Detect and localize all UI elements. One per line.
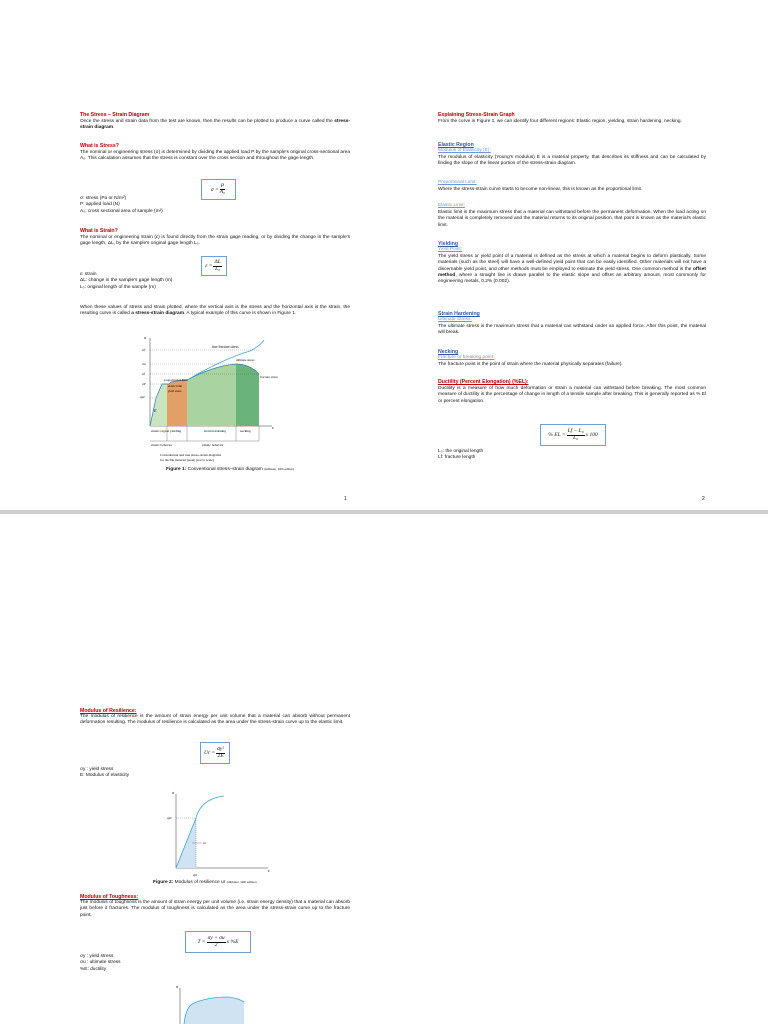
- resilience-paragraph: The modulus of resilience is the amount of strain energy per unit volume that a material can absorb without permanent deformation resulting. The modulus of resilience is calculated as the area under the stress-strain curve up to the elastic limit.: [80, 714, 350, 726]
- label-sigma-f-true: σf′: [142, 348, 146, 352]
- formula-denominator: 2: [214, 941, 218, 948]
- toughness-paragraph: The modulus of toughness is the amount of strain energy per unit volume (i.e. strain energy density) that a material can absorb just before it fractures. The modulus of toughness is calculated as the area under the stress-strain curve up to the fracture point.: [80, 900, 350, 918]
- formula-lhs: T =: [197, 939, 206, 945]
- var-line: ε: strain: [80, 272, 97, 277]
- intro-bold: stress-strain diagram: [80, 119, 350, 131]
- prop-paragraph: Where the stress-strain curve starts to become non-linear, this is known as the proportional limit.: [438, 187, 643, 192]
- formula-fraction: [216, 747, 225, 759]
- page-1: [0, 0, 384, 510]
- elastic-subheading: Modulus of Elasticity (E):: [438, 148, 491, 153]
- axis-label-sigma: σ: [144, 335, 147, 340]
- var-line: L₀: original length of the sample (m): [80, 284, 156, 290]
- caption-text: Modulus of resilience ur: [173, 880, 227, 885]
- formula-denominator: L₀: [573, 434, 579, 441]
- necking-fill: [236, 364, 259, 426]
- label-sigma-u: σu: [142, 362, 146, 366]
- plot-text-bold: a stress-strain diagram: [131, 311, 184, 317]
- elastic-paragraph: The modulus of elasticity (Young's modulus) E is a material property, that describes its stiffness and can be calculated by finding the slope of the linear portion of the stress-strain diagram.: [438, 155, 706, 167]
- var-line: σy : yield stress: [80, 954, 114, 959]
- yield-subheading: Yield Point:: [438, 247, 463, 252]
- formula-fraction: [213, 260, 221, 272]
- var-line: Lf: fracture length: [438, 455, 476, 461]
- label-sigma-pl: σpl: [167, 816, 172, 820]
- ductility-formula: [540, 424, 606, 446]
- formula-rhs: x 100: [585, 432, 598, 438]
- stress-paragraph: The nominal or engineering stress (σ) is determined by dividing the applied load P by the sample's original cross-sectional area A₀. This calculation assumes that the stress is constant over the cross section and throughout the gage length.: [80, 150, 350, 162]
- sh-subheading: Ultimate Stress:: [438, 317, 472, 322]
- page-4: [384, 514, 768, 1024]
- duct-heading: Ductility (Percent Elongation) (%EL):: [438, 379, 529, 385]
- elastic-fill: [150, 384, 167, 426]
- var-line: L₀: the original length: [438, 449, 484, 454]
- yield-paragraph: [438, 254, 706, 285]
- toughness-area: [184, 997, 244, 1024]
- resilience-heading: Modulus of Resilience:: [80, 708, 137, 714]
- neck-subheading: Fracture or breaking point:: [438, 355, 495, 360]
- axis-label-sigma: σ: [172, 790, 175, 795]
- formula-lhs: % EL =: [548, 432, 566, 438]
- formula-denominator: 2E: [217, 752, 224, 759]
- strain-heading: What is Strain?: [80, 228, 118, 234]
- figure-2-caption: [153, 880, 257, 885]
- toughness-heading: Modulus of Toughness:: [80, 894, 139, 900]
- prop-subheading: Proportional Limit:: [438, 180, 477, 185]
- label-ur: ur: [203, 841, 207, 845]
- axis-label-epsilon: ε: [268, 868, 270, 873]
- formula-lhs: Ur =: [203, 750, 216, 756]
- intro-paragraph: From the curve in Figure 1, we can identify four different regions: Elastic region, yielding, strain hardening, necking.: [438, 119, 682, 124]
- plot-paragraph: [80, 305, 350, 318]
- formula-numerator: Lf − L₀: [567, 428, 584, 434]
- var-line: A₀: cross sectional area of sample (m²): [80, 208, 163, 214]
- label-sigma-y: σY: [142, 382, 146, 386]
- toughness-variables: [80, 954, 260, 973]
- caption-label: Figure 2:: [153, 880, 174, 885]
- axis-label-epsilon: ε: [272, 425, 274, 430]
- formula-rhs: x %E: [226, 939, 239, 945]
- resilience-formula: [200, 742, 230, 764]
- sh-paragraph: The ultimate stress is the maximum stress that a material can withstand under an applied force. After this point, the material will break.: [438, 324, 706, 336]
- label-fracture: fracture stress: [260, 375, 278, 379]
- region-label: necking: [240, 429, 251, 433]
- figure-subcaption: Conventional and true stress–strain diagrams: [160, 453, 222, 457]
- var-line: P: applied load (N): [80, 202, 120, 208]
- label-E: E: [154, 408, 157, 413]
- yield-text-bold: offset method: [438, 266, 706, 278]
- region-label: elastic region: [151, 429, 170, 433]
- caption-text: Conventional stress–strain diagram: [186, 467, 265, 472]
- label-plastic-behavior: plastic behavior: [202, 443, 224, 447]
- neck-paragraph: The fracture point is the point of strain where the material physically separates (failure).: [438, 362, 623, 367]
- label-elastic-limit: elastic limit: [168, 384, 183, 388]
- formula-fraction: [220, 184, 225, 196]
- label-sigma-pl: σpl: [140, 395, 145, 399]
- region-label: yielding: [170, 429, 182, 433]
- var-line: %E: ductility: [80, 966, 107, 972]
- var-line: σ: stress (Pa or N/m²): [80, 196, 127, 201]
- stress-heading: What is Stress?: [80, 143, 119, 149]
- elim-subheading: Elastic Limit:: [438, 203, 465, 208]
- label-ultimate: ultimate stress: [236, 358, 255, 362]
- formula-denominator: A₀: [219, 189, 226, 195]
- label-yield-stress: yield stress: [168, 389, 182, 393]
- caption-source: (Hibbeler, 10th edition): [226, 880, 257, 884]
- figure-3-toughness-plot: [168, 984, 278, 1024]
- label-proportional-limit: proportional limit: [164, 378, 189, 382]
- formula-numerator: P: [220, 182, 225, 189]
- elim-paragraph: Elastic limit is the maximum stress that a material can withstand before the permanent deformation. When the load acting on the material is completely removed and the material returns to its original position, that point is known as the material's elastic limit.: [438, 210, 706, 228]
- plot-text: When these values of stress and strain plotted, where the vertical axis is the stress and the horizontal axis is the strain, the resulting curve is called: [80, 305, 350, 317]
- page-3: [0, 514, 384, 1024]
- figure-1-caption: [166, 467, 294, 472]
- figure-2-resilience-plot: [164, 788, 274, 880]
- axis-label-sigma: σ: [176, 984, 179, 989]
- stress-variables: [80, 196, 260, 215]
- formula-denominator: L₀: [215, 265, 221, 272]
- page-number: 1: [344, 496, 347, 502]
- formula-fraction: [207, 936, 226, 948]
- elastic-heading: Elastic Region: [438, 142, 474, 148]
- plot-text-end: . A typical example of this curve is shown in Figure 1.: [184, 311, 297, 317]
- page-title: The Stress – Strain Diagram: [80, 112, 150, 118]
- page-2: [384, 0, 768, 510]
- formula-numerator: σy²: [217, 746, 224, 752]
- strain-paragraph: The nominal or engineering strain (ε) is found directly from the strain gage reading, or by dividing the change in the sample's gage length, ΔL, by the sample's original gage length L₀.: [80, 235, 350, 247]
- formula-lhs: σ =: [210, 186, 219, 193]
- region-label: strain hardening: [204, 429, 226, 433]
- intro-paragraph: [80, 119, 350, 132]
- var-line: E: Modulus of elasticity: [80, 773, 130, 779]
- label-elastic-behavior: elastic behavior: [151, 443, 173, 447]
- formula-lhs: ε =: [205, 263, 213, 269]
- label-eps-pl: εpl: [193, 873, 198, 877]
- resilience-variables: [80, 767, 260, 780]
- page-number: 2: [702, 496, 705, 502]
- duct-paragraph: Ductility is a measure of how much deformation or strain a material can withstand before breaking. The most common measure of ductility is the percentage of change in length of a tensile sample after breaking. This is generally reported as % El or percent elongation.: [438, 386, 706, 404]
- figure-subcaption: for ductile material (steel) (not to scale): [160, 458, 214, 462]
- label-true-fracture: true fracture stress: [212, 345, 239, 349]
- var-line: σu : ultimate stress: [80, 960, 121, 966]
- yield-heading: Yielding: [438, 241, 458, 247]
- label-sigma-f: σf: [142, 372, 145, 376]
- var-line: ΔL: change in the sample's gage length (m): [80, 278, 173, 284]
- page-title: Explaining Stress-Strain Graph: [438, 112, 515, 118]
- intro-text: Once the stress and strain data from the test are known, then the results can be plotted to produce a curve called the: [80, 119, 335, 124]
- neck-heading: Necking: [438, 349, 459, 355]
- caption-label: Figure 1:: [166, 467, 187, 472]
- formula-numerator: σy + σu: [207, 935, 225, 941]
- formula-numerator: ΔL: [214, 259, 221, 265]
- yield-text: The yield stress or yield point of a material is defined as the stress at which a material begins to deform plastically. Some materials (such as the steel) will have a well-defined yield point that can be easily identified. Other materials will not have a discernable yield point, and other methods must be employed to estimate the yield stress. One common method is the: [438, 254, 706, 272]
- formula-fraction: [567, 429, 585, 441]
- duct-variables: [438, 449, 618, 462]
- toughness-formula: [185, 931, 251, 953]
- var-line: σy : yield stress: [80, 767, 114, 772]
- strain-variables: [80, 272, 280, 291]
- caption-source: (Hibbeler, 10th edition): [264, 467, 295, 471]
- sh-heading: Strain Hardening: [438, 311, 480, 317]
- intro-end: .: [113, 125, 115, 131]
- figure-1-stress-strain-diagram: [138, 334, 278, 468]
- yield-text-end: , where a straight line is drawn parallel to the elastic slope and offset an arbitrary amount, most commonly for engineering metals, 0.2% (0.002).: [438, 272, 706, 285]
- hardening-fill: [187, 364, 236, 426]
